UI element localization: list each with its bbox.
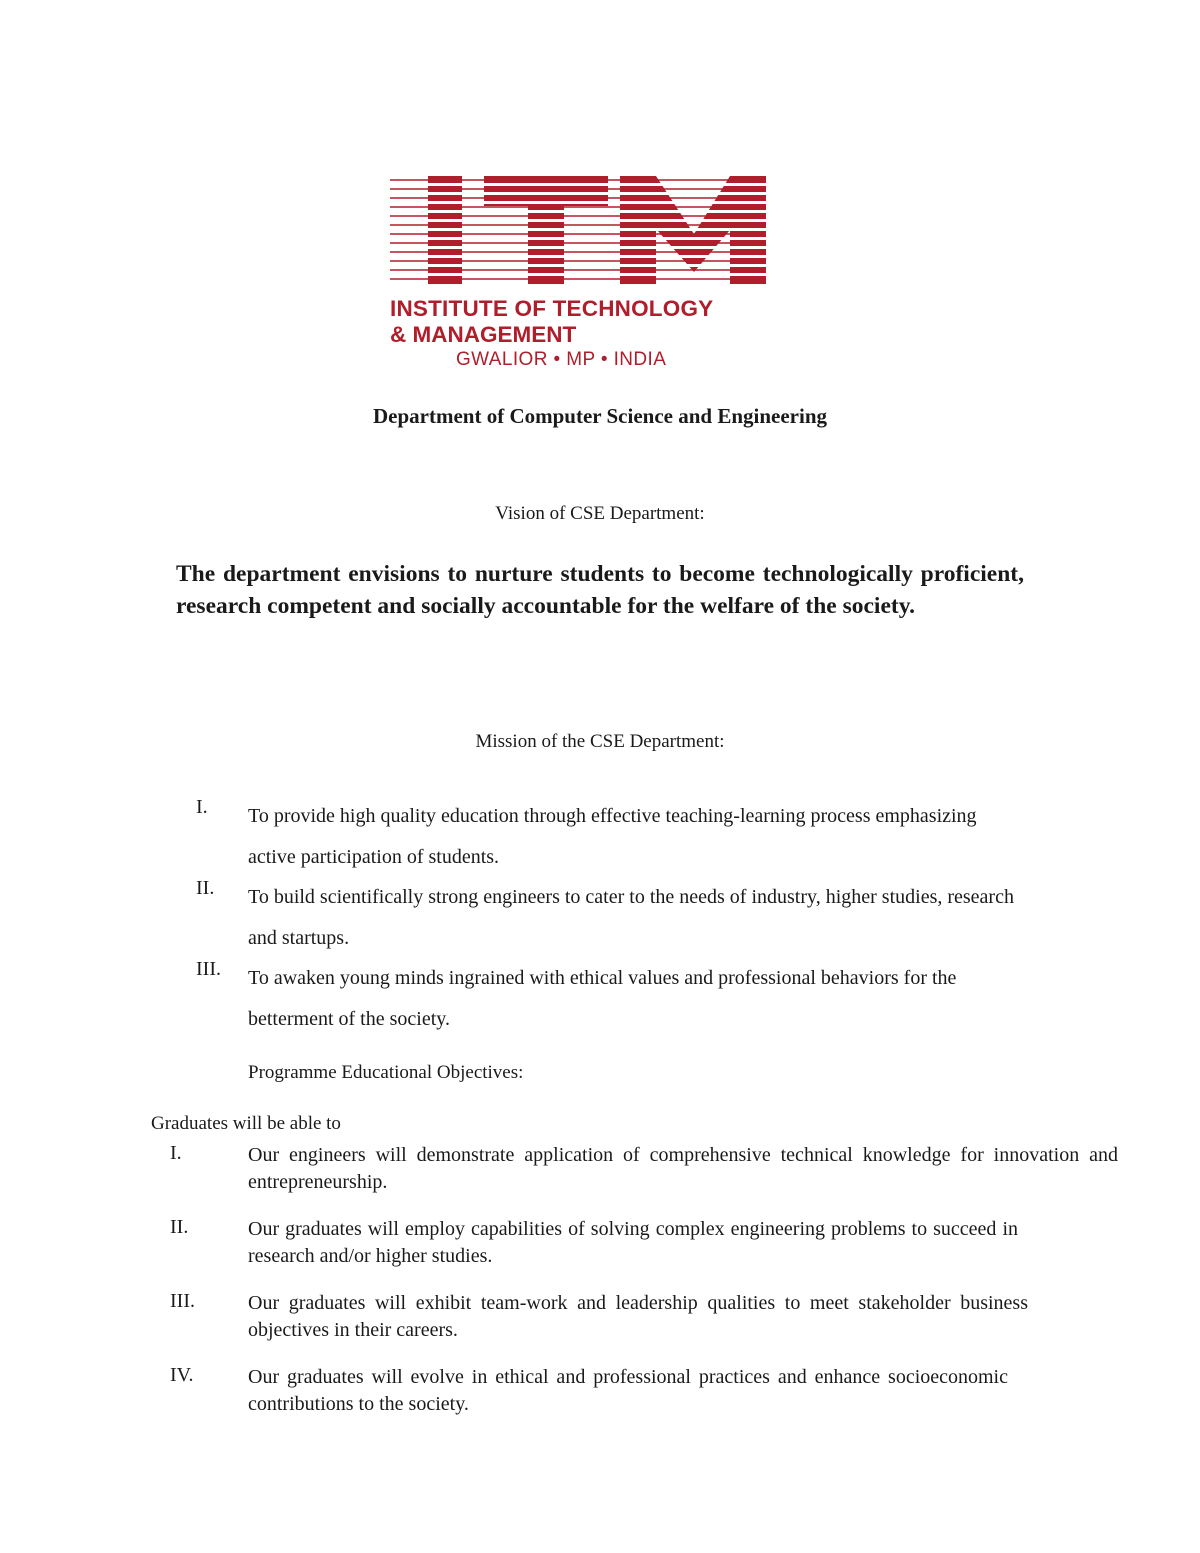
mission-number: II.	[196, 877, 215, 899]
peo-text: Our graduates will exhibit team-work and leadership qualities to meet stakeholder business objectives in their careers.	[248, 1292, 1028, 1341]
mission-number: I.	[196, 796, 208, 818]
peo-number: II.	[170, 1216, 189, 1238]
peo-text: Our graduates will employ capabilities of solving complex engineering problems to succeed in research and/or higher studies.	[248, 1218, 1018, 1267]
mission-heading: Mission of the CSE Department:	[475, 731, 725, 752]
peo-text: Our graduates will evolve in ethical and professional practices and enhance socioeconomic contributions to the society.	[248, 1366, 1008, 1415]
mission-number: III.	[196, 958, 221, 980]
logo-institute-name: INSTITUTE OF TECHNOLOGY	[390, 296, 714, 321]
itm-logo-mark	[390, 176, 770, 291]
peo-heading: Programme Educational Objectives:	[248, 1062, 524, 1083]
mission-text: To build scientifically strong engineers to cater to the needs of industry, higher studies, research and startups.	[248, 886, 1014, 949]
peo-number: I.	[170, 1142, 182, 1164]
itm-logo	[390, 176, 770, 376]
mission-text: To awaken young minds ingrained with ethical values and professional behaviors for the betterment of the society.	[248, 967, 957, 1030]
mission-text: To provide high quality education through effective teaching-learning process emphasizing active participation of students.	[248, 805, 977, 868]
logo-location: GWALIOR • MP • INDIA	[456, 349, 667, 370]
vision-text: The department envisions to nurture students to become technologically proficient, research competent and socially accountable for the welfare of the society.	[176, 561, 1024, 619]
peo-intro: Graduates will be able to	[151, 1113, 341, 1134]
peo-number: III.	[170, 1290, 195, 1312]
peo-text: Our engineers will demonstrate application of comprehensive technical knowledge for innovation and entrepreneurship.	[248, 1144, 1118, 1193]
department-title: Department of Computer Science and Engineering	[373, 404, 827, 428]
logo-management: & MANAGEMENT	[390, 322, 577, 347]
peo-number: IV.	[170, 1364, 194, 1386]
vision-heading: Vision of CSE Department:	[495, 503, 705, 524]
